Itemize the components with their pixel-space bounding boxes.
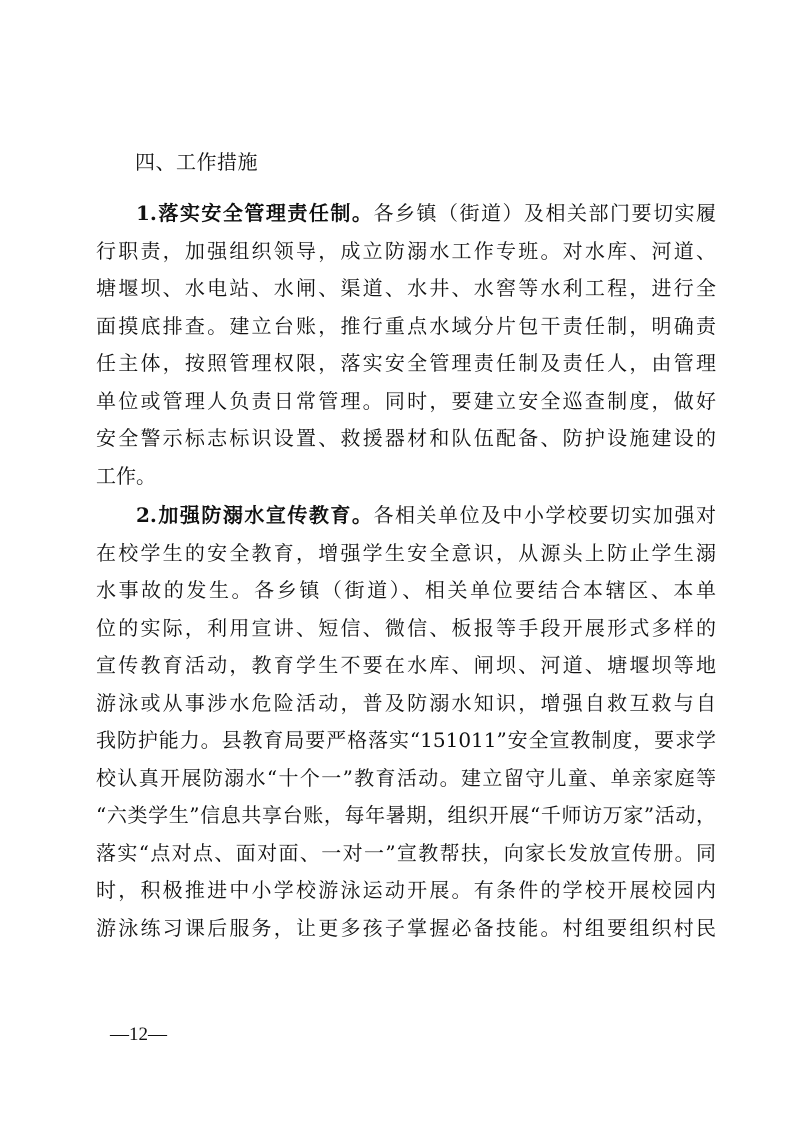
paragraph-line: 1.落实安全管理责任制。各乡镇（街道）及相关部门要切实履: [136, 201, 717, 225]
section-heading: 四、工作措施: [135, 150, 258, 174]
paragraph-responsibility: [96, 195, 716, 495]
paragraph-line: 任主体，按照管理权限，落实安全管理责任制及责任人，由管理: [96, 351, 716, 375]
paragraph-line: 安全警示标志标识设置、救援器材和队伍配备、防护设施建设的: [96, 426, 716, 450]
paragraph-line: 落实“点对点、面对面、一对一”宣教帮扶，向家长发放宣传册。同: [96, 840, 716, 865]
paragraph-line: 游泳练习课后服务，让更多孩子掌握必备技能。村组要组织村民: [96, 915, 716, 940]
page-number: —12—: [110, 1024, 167, 1045]
paragraph-line: “六类学生”信息共享台账，每年暑期，组织开展“千师访万家”活动，: [96, 803, 716, 827]
paragraph-line: 在校学生的安全教育，增强学生安全意识，从源头上防止学生溺: [96, 540, 716, 565]
paragraph-line: 行职责，加强组织领导，成立防溺水工作专班。对水库、河道、: [96, 238, 716, 263]
paragraph-line: 单位或管理人负责日常管理。同时，要建立安全巡查制度，做好: [96, 388, 716, 413]
paragraph-line: 时，积极推进中小学校游泳运动开展。有条件的学校开展校园内: [96, 878, 716, 902]
paragraph-line: 2.加强防溺水宣传教育。各相关单位及中小学校要切实加强对: [136, 503, 717, 527]
paragraph-line: 游泳或从事涉水危险活动，普及防溺水知识，增强自救互救与自: [96, 690, 716, 715]
paragraph-line: 我防护能力。县教育局要严格落实“151011”安全宣教制度，要求学: [96, 728, 716, 752]
paragraph-line: 宣传教育活动，教育学生不要在水库、闸坝、河道、塘堰坝等地: [96, 653, 716, 677]
paragraph-education: [96, 497, 716, 947]
paragraph-lead: 1.落实安全管理责任制。: [136, 201, 374, 225]
paragraph-line: 校认真开展防溺水“十个一”教育活动。建立留守儿童、单亲家庭等: [96, 765, 716, 790]
paragraph-line: 工作。: [96, 463, 156, 488]
paragraph-line: 塘堰坝、水电站、水闸、渠道、水井、水窖等水利工程，进行全: [96, 276, 716, 300]
paragraph-line: 位的实际，利用宣讲、短信、微信、板报等手段开展形式多样的: [96, 615, 716, 640]
paragraph-line: 水事故的发生。各乡镇（街道）、相关单位要结合本辖区、本单: [96, 578, 716, 602]
paragraph-lead: 2.加强防溺水宣传教育。: [136, 503, 374, 527]
paragraph-line: 面摸底排查。建立台账，推行重点水域分片包干责任制，明确责: [96, 313, 716, 338]
